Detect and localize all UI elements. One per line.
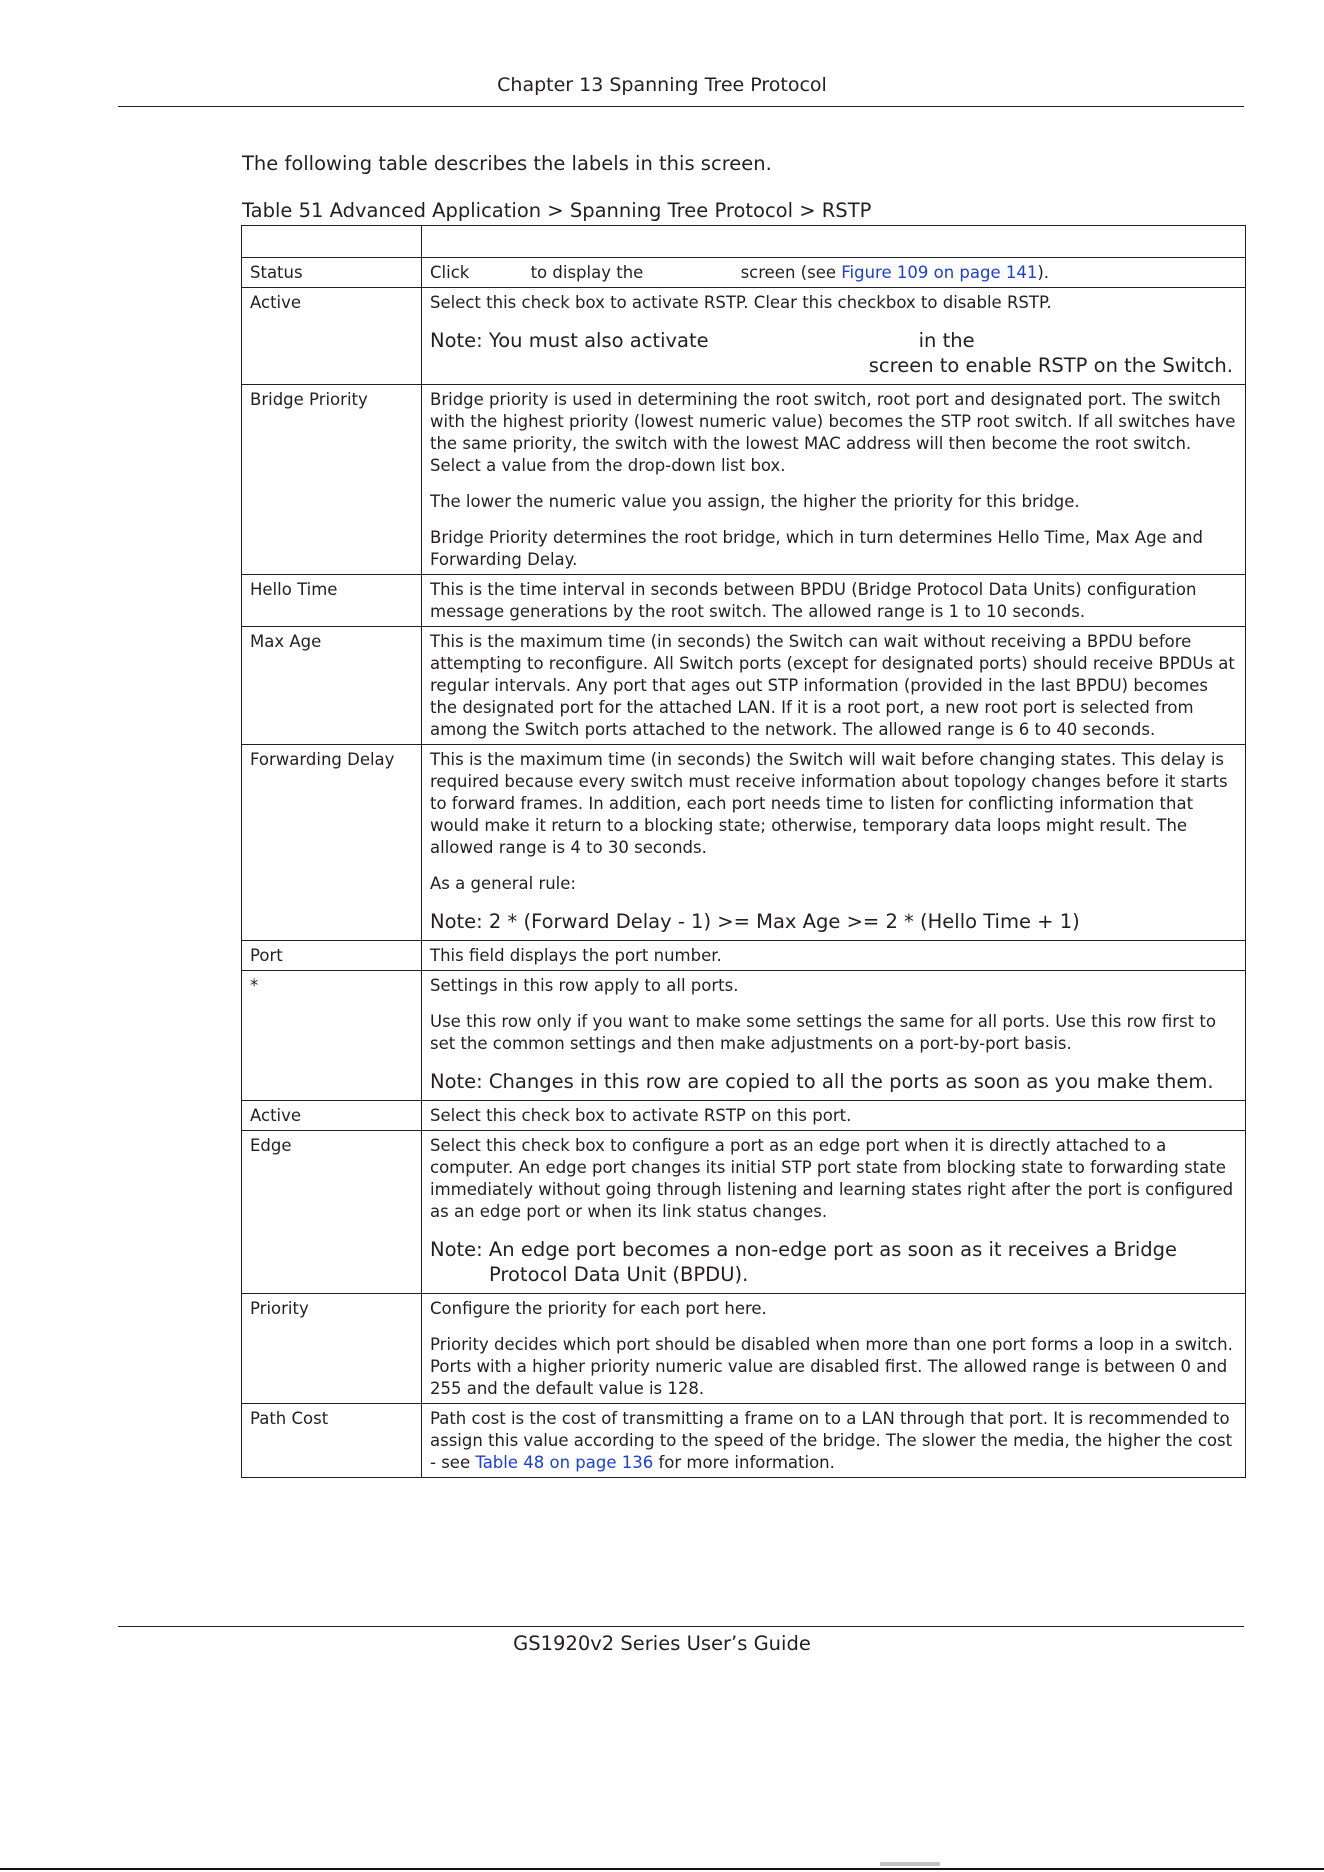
row-label: Active [242,1101,422,1131]
row-description [422,971,1246,1101]
labels-table [241,225,1246,1478]
row-description [422,575,1246,627]
header-rule [118,106,1244,107]
desc-text: for more information. [653,1453,835,1472]
row-description [422,1294,1246,1404]
row-label: * [242,971,422,1101]
table-row [242,627,1246,745]
desc-paragraph: This is the maximum time (in seconds) the Switch will wait before changing states. This delay is required because every switch must receive information about topology changes before it starts to forward frames. In addition, each port needs time to listen for conflicting information that would make it return to a blocking state; otherwise, temporary data loops might result. The allowed range is 4 to 30 seconds. [430,750,1228,857]
table-row [242,288,1246,385]
row-label: Forwarding Delay [242,745,422,941]
row-description [422,745,1246,941]
header-description [422,226,1246,258]
row-label: Active [242,288,422,385]
desc-text: ). [1037,263,1050,282]
table-row [242,941,1246,971]
row-label: Port [242,941,422,971]
desc-paragraph: Select this check box to configure a port as an edge port when it is directly attached to a computer. An edge port changes its initial STP port state from blocking state to forwarding state immediately without going through listening and learning states right after the port is configured as an edge port or when its link status changes. [430,1136,1234,1221]
desc-paragraph: Bridge Priority determines the root bridge, which in turn determines Hello Time, Max Age and Forwarding Delay. [430,528,1203,569]
desc-paragraph: Bridge priority is used in determining the root switch, root port and designated port. The switch with the highest priority (lowest numeric value) becomes the STP root switch. If all switches have the same priority, the switch with the lowest MAC address will then become the root switch. Select a value from the drop-down list box. [430,390,1236,475]
row-description [422,1131,1246,1294]
desc-paragraph: Settings in this row apply to all ports. [430,976,739,995]
desc-paragraph: Use this row only if you want to make some settings the same for all ports. Use this row first to set the common settings and then make adjustments on a port-by-port basis. [430,1012,1216,1053]
row-label: Hello Time [242,575,422,627]
table-header-row [242,226,1246,258]
row-description [422,1404,1246,1478]
page-footer: GS1920v2 Series User’s Guide [513,1632,811,1655]
footer-rule [118,1626,1244,1627]
note: Note: 2 * (Forward Delay - 1) >= Max Age >= 2 * (Hello Time + 1) [430,910,1080,933]
table-row [242,258,1246,288]
desc-paragraph: This field displays the port number. [430,946,722,965]
note [430,1237,1237,1287]
row-description [422,1101,1246,1131]
desc-text: Path cost is the cost of transmitting a frame on to a LAN through that port. It is recommended to assign this value according to the speed of the bridge. The slower the media, the higher the cost - see [430,1409,1233,1472]
row-description [422,288,1246,385]
running-header: Chapter 13 Spanning Tree Protocol [497,74,827,96]
note-text: in the [918,329,975,352]
desc-paragraph: This is the maximum time (in seconds) the Switch can wait without receiving a BPDU before attempting to reconfigure. All Switch ports (except for designated ports) should receive BPDUs at regular intervals. Any port that ages out STP information (provided in the last BPDU) becomes the designated port for the attached LAN. If it is a root port, a new root port is selected from among the Switch ports attached to the network. The allowed range is 6 to 40 seconds. [430,632,1235,739]
desc-paragraph: Select this check box to activate RSTP on this port. [430,1106,852,1125]
desc-paragraph: Select this check box to activate RSTP. Clear this checkbox to disable RSTP. [430,293,1052,312]
desc-paragraph: This is the time interval in seconds between BPDU (Bridge Protocol Data Units) configuration message generations by the root switch. The allowed range is 1 to 10 seconds. [430,580,1197,621]
table-link[interactable]: Table 48 on page 136 [475,1453,654,1472]
row-label: Path Cost [242,1404,422,1478]
scan-edge-line [0,1868,1324,1870]
row-description [422,258,1246,288]
note-text: Protocol Data Unit (BPDU). [489,1263,749,1286]
table-row [242,745,1246,941]
desc-text: screen (see [740,263,842,282]
table-row [242,1101,1246,1131]
note: Note: Changes in this row are copied to all the ports as soon as you make them. [430,1070,1214,1093]
row-label: Bridge Priority [242,385,422,575]
table-row [242,1131,1246,1294]
desc-paragraph: Configure the priority for each port here. [430,1299,767,1318]
note-text: Note: You must also activate [430,329,709,352]
row-label: Priority [242,1294,422,1404]
row-description [422,941,1246,971]
table-row [242,1294,1246,1404]
note [430,328,1237,378]
scan-artifact [880,1862,940,1866]
row-description [422,385,1246,575]
row-label: Edge [242,1131,422,1294]
desc-text: to display the [530,263,644,282]
intro-text: The following table describes the labels in this screen. [242,152,772,175]
figure-link[interactable]: Figure 109 on page 141 [841,263,1038,282]
row-description [422,627,1246,745]
note-text: screen to enable RSTP on the Switch. [868,354,1233,377]
desc-paragraph: As a general rule: [430,874,576,893]
table-caption: Table 51 Advanced Application > Spanning Tree Protocol > RSTP [242,199,872,222]
table-row [242,385,1246,575]
table-row [242,1404,1246,1478]
desc-paragraph: Priority decides which port should be disabled when more than one port forms a loop in a switch. Ports with a higher priority numeric value are disabled first. The allowed range is between 0 and 255 and the default value is 128. [430,1335,1233,1398]
desc-text: Click [430,263,470,282]
table-row [242,575,1246,627]
row-label: Status [242,258,422,288]
note-text: Note: An edge port becomes a non-edge port as soon as it receives a Bridge [430,1238,1178,1261]
header-label [242,226,422,258]
row-label: Max Age [242,627,422,745]
desc-paragraph: The lower the numeric value you assign, the higher the priority for this bridge. [430,492,1080,511]
table-row [242,971,1246,1101]
